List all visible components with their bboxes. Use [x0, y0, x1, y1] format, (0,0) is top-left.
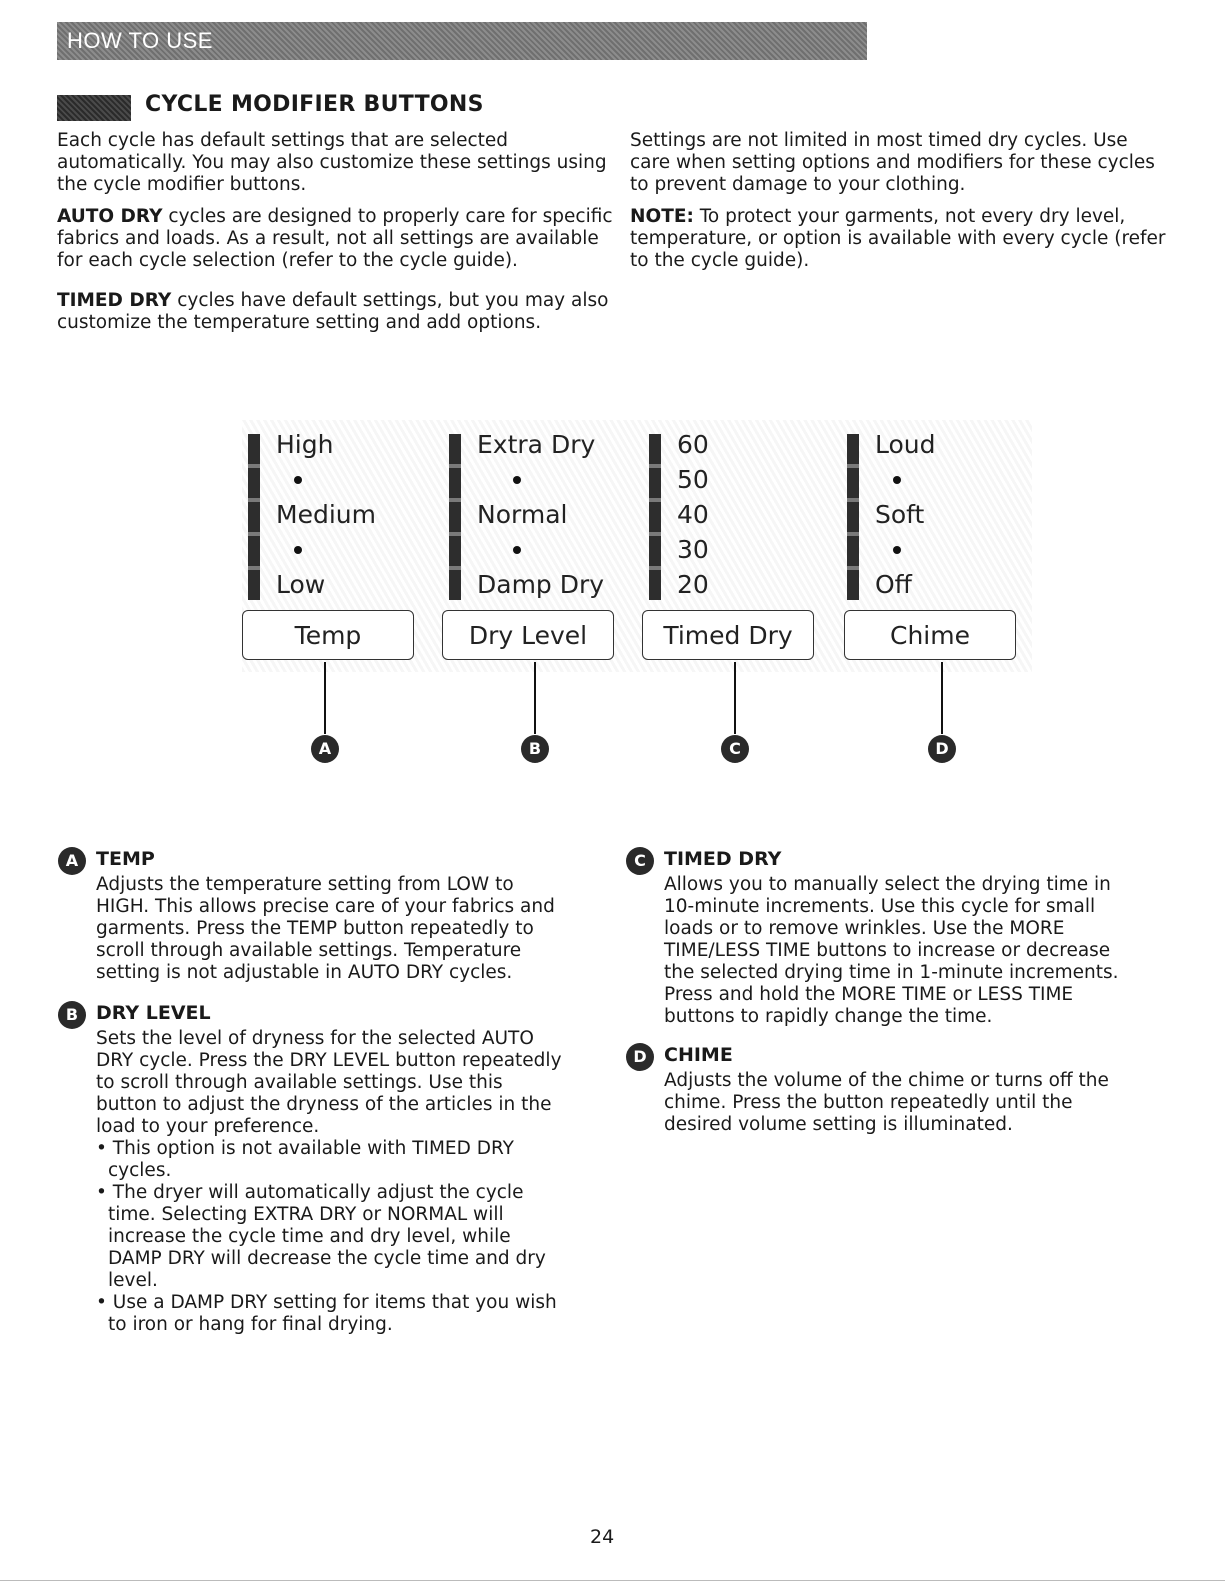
chime-button[interactable]: Chime [844, 610, 1016, 660]
bullet-item: • The dryer will automatically adjust the cycle time. Selecting EXTRA DRY or NORMAL will increase the cycle time and dry level, while DAMP DRY will decrease the cycle time and dry level. [96, 1182, 568, 1292]
dry-level-description-heading [58, 1002, 568, 1028]
auto-dry-keyword: AUTO DRY [57, 206, 163, 227]
timed-dry-option-50: 50 [677, 465, 709, 494]
indicator-dot [294, 546, 302, 554]
dry-level-body [58, 1028, 568, 1336]
temp-title: TEMP [96, 848, 155, 870]
intro-right-column [630, 130, 1170, 282]
timed-dry-option-20: 20 [677, 570, 709, 599]
timed-dry-option-40: 40 [677, 500, 709, 529]
indicator-dot [893, 546, 901, 554]
callout-marker-a: A [311, 735, 339, 763]
dry-level-marker-b: B [58, 1001, 86, 1029]
note-keyword: NOTE: [630, 206, 694, 227]
temp-marker-a: A [58, 847, 86, 875]
dry-level-indicator-bar [449, 434, 461, 600]
temp-option-medium: Medium [276, 500, 376, 529]
timed-dry-leader-line [734, 662, 736, 734]
chime-option-soft: Soft [875, 500, 925, 529]
dry-level-option-normal: Normal [477, 500, 568, 529]
control-panel-diagram [242, 420, 1032, 672]
timed-dry-title: TIMED DRY [664, 848, 782, 870]
bullet-item: • Use a DAMP DRY setting for items that you wish to iron or hang for final drying. [96, 1292, 568, 1336]
temp-option-low: Low [276, 570, 326, 599]
timed-dry-indicator-group [645, 426, 835, 606]
header-banner-label: HOW TO USE [67, 28, 213, 53]
dry-level-option-extra-dry: Extra Dry [477, 430, 596, 459]
bottom-rule [0, 1580, 1225, 1581]
chime-description-heading [626, 1044, 1136, 1070]
auto-dry-text: cycles are designed to properly care for specific fabrics and loads. As a result, not all settings are available for each cycle selection (refer to the cycle guide). [57, 206, 613, 271]
dry-level-title: DRY LEVEL [96, 1002, 211, 1024]
section-marker [57, 95, 131, 121]
chime-body: Adjusts the volume of the chime or turns off the chime. Press the button repeatedly until the desired volume setting is illuminated. [664, 1070, 1109, 1135]
indicator-dot [893, 476, 901, 484]
dry-level-bullets [96, 1138, 568, 1336]
temp-body: Adjusts the temperature setting from LOW to HIGH. This allows precise care of your fabrics and garments. Press the TEMP button repeatedly to scroll through available settings. Temperature setting is not adjustable in AUTO DRY cycles. [96, 874, 555, 983]
dry-level-text: Sets the level of dryness for the selected AUTO DRY cycle. Press the DRY LEVEL button repeatedly to scroll through available settings. Use this button to adjust the dryness of the articles in the load to your preference. [96, 1028, 562, 1137]
timed-dry-marker-c: C [626, 847, 654, 875]
timed-dry-body: Allows you to manually select the drying time in 10-minute increments. Use this cycle for small loads or to remove wrinkles. Use the MORE TIME/LESS TIME buttons to increase or decrease the selected drying time in 1-minute increments. Press and hold the MORE TIME or LESS TIME buttons to rapidly change the time. [664, 874, 1119, 1027]
temp-button[interactable]: Temp [242, 610, 414, 660]
dry-level-description [58, 1002, 568, 1336]
indicator-dot [294, 476, 302, 484]
callout-marker-c: C [721, 735, 749, 763]
note-paragraph [630, 206, 1170, 272]
chime-option-loud: Loud [875, 430, 936, 459]
temp-description [58, 848, 568, 984]
intro-left-column [57, 130, 617, 344]
timed-dry-description-heading [626, 848, 1136, 874]
chime-leader-line [941, 662, 943, 734]
timed-dry-description [626, 848, 1136, 1028]
chime-marker-d: D [626, 1043, 654, 1071]
temp-indicator-bar [248, 434, 260, 600]
dry-level-button[interactable]: Dry Level [442, 610, 614, 660]
dry-level-indicator-group [445, 426, 635, 606]
timed-dry-option-30: 30 [677, 535, 709, 564]
chime-indicator-bar [847, 434, 859, 600]
timed-dry-option-60: 60 [677, 430, 709, 459]
chime-description [626, 1044, 1136, 1136]
timed-dry-paragraph [57, 290, 617, 334]
intro-paragraph: Each cycle has default settings that are selected automatically. You may also customize these settings using the cycle modifier buttons. [57, 130, 607, 195]
page-number: 24 [590, 1526, 615, 1548]
temp-indicator-group [244, 426, 434, 606]
temp-option-high: High [276, 430, 334, 459]
auto-dry-paragraph [57, 206, 617, 272]
temp-leader-line [324, 662, 326, 734]
temp-description-heading [58, 848, 568, 874]
chime-indicator-group [843, 426, 1033, 606]
callout-marker-b: B [521, 735, 549, 763]
callout-marker-d: D [928, 735, 956, 763]
timed-dry-keyword: TIMED DRY [57, 290, 172, 311]
settings-paragraph: Settings are not limited in most timed dry cycles. Use care when setting options and modifiers for these cycles to prevent damage to your clothing. [630, 130, 1155, 195]
indicator-dot [513, 476, 521, 484]
timed-dry-text: cycles have default settings, but you may also customize the temperature setting and add options. [57, 290, 609, 333]
chime-title: CHIME [664, 1044, 733, 1066]
section-title: CYCLE MODIFIER BUTTONS [145, 92, 484, 117]
timed-dry-button[interactable]: Timed Dry [642, 610, 814, 660]
bullet-item: • This option is not available with TIMED DRY cycles. [96, 1138, 568, 1182]
indicator-dot [513, 546, 521, 554]
chime-option-off: Off [875, 570, 912, 599]
note-text: To protect your garments, not every dry level, temperature, or option is available with every cycle (refer to the cycle guide). [630, 206, 1166, 271]
dry-level-leader-line [534, 662, 536, 734]
dry-level-option-damp-dry: Damp Dry [477, 570, 605, 599]
timed-dry-indicator-bar [649, 434, 661, 600]
header-banner [57, 22, 867, 60]
